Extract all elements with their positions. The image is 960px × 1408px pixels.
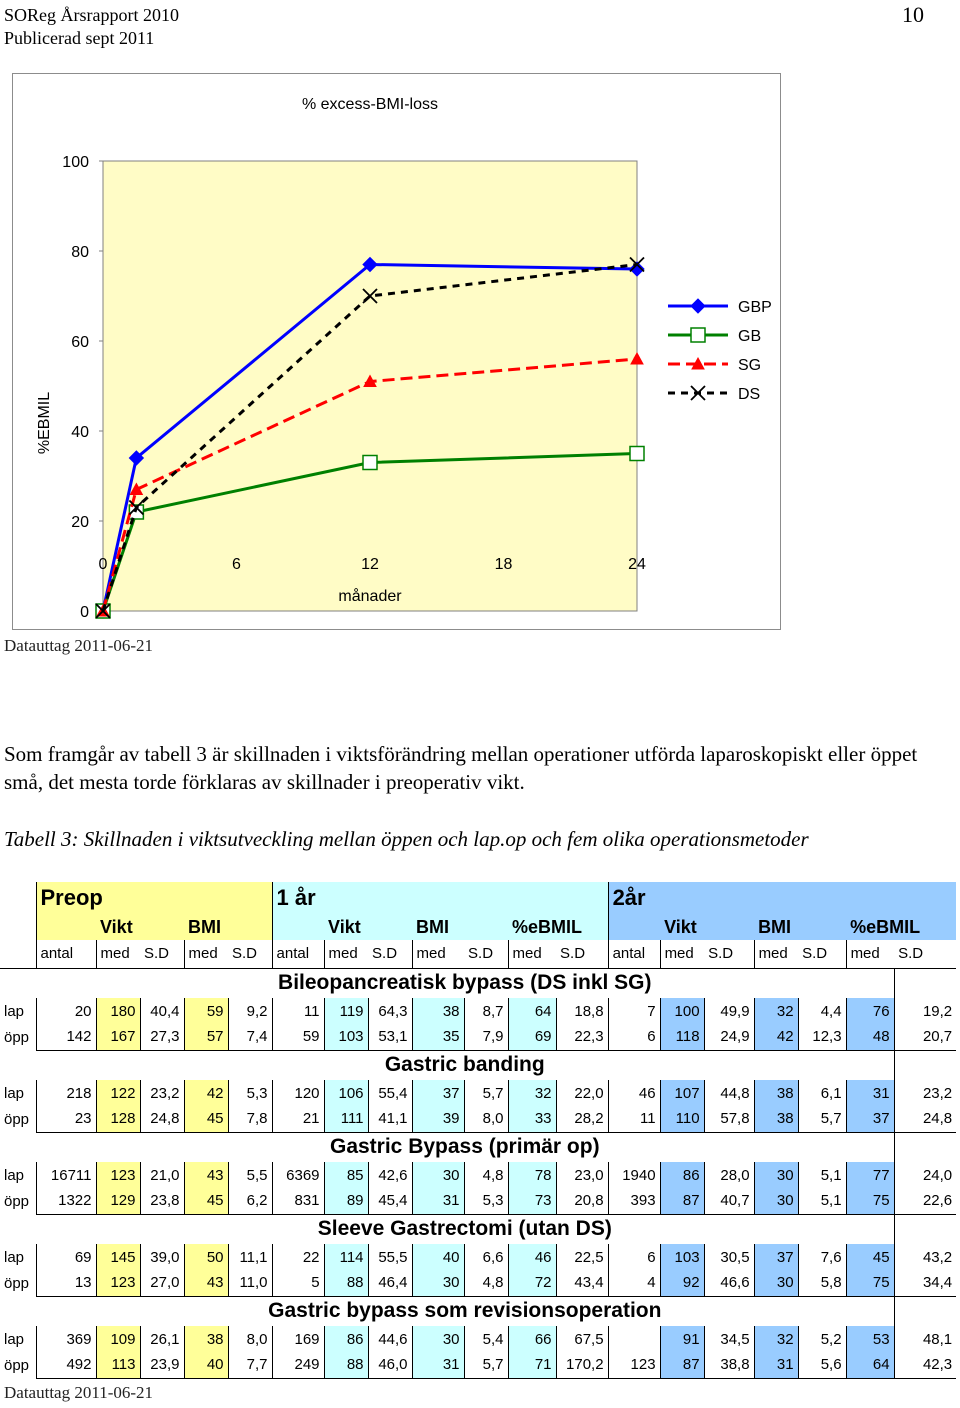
table-cell: 86 [660,1162,704,1188]
table-cell: 89 [324,1188,368,1214]
table-cell: 42,3 [894,1352,956,1378]
table-cell: 46,0 [368,1352,412,1378]
table-cell: 169 [272,1326,324,1352]
table-cell: 24,0 [894,1162,956,1188]
table-cell: 5,1 [798,1162,846,1188]
table-cell: 21 [272,1106,324,1132]
table-cell: 11,0 [228,1270,272,1296]
table-cell: 1322 [36,1188,96,1214]
table-cell: 42,6 [368,1162,412,1188]
table-cell: 5,4 [464,1326,508,1352]
row-label: öpp [4,1192,30,1210]
y-tick-label: 20 [71,514,89,531]
section-end [894,1132,956,1162]
table-cell: 122 [96,1080,140,1106]
table-cell: 167 [96,1024,140,1050]
table-cell: 42 [754,1024,798,1050]
corner-cell [0,914,36,940]
table-cell: 32 [508,1080,556,1106]
table-cell: 23,0 [556,1162,608,1188]
column-header: med [754,940,798,968]
table-cell: 20,7 [894,1024,956,1050]
section-title: Gastric banding [384,1053,545,1077]
table-cell: 30 [754,1270,798,1296]
table-cell: 5,6 [798,1352,846,1378]
table-cell: 71 [508,1352,556,1378]
section-title: Gastric bypass som revisionsoperation [268,1299,662,1323]
table-cell: 24,8 [894,1106,956,1132]
table-cell: 180 [96,998,140,1024]
table-cell: 23,2 [894,1080,956,1106]
table-cell: 59 [272,1024,324,1050]
table-cell: 128 [96,1106,140,1132]
table-cell: 22,5 [556,1244,608,1270]
row-label: lap [4,1084,25,1102]
table-cell: 66 [508,1326,556,1352]
point-gb [630,447,644,461]
table-cell: 40 [412,1244,464,1270]
table-cell: 7 [608,998,660,1024]
legend-marker-gb [691,328,705,342]
table-cell [608,1326,660,1352]
corner-cell [0,940,36,968]
table-cell: 5,7 [464,1080,508,1106]
row-label: lap [4,1002,25,1020]
x-tick-label: 6 [232,556,241,573]
column-header: med [184,940,228,968]
column-header: S.D [798,940,846,968]
table-cell: 4,4 [798,998,846,1024]
table-cell: 73 [508,1188,556,1214]
table-cell: 77 [846,1162,894,1188]
column-header: med [508,940,556,968]
table-cell: 39 [412,1106,464,1132]
table-cell: 48,1 [894,1326,956,1352]
table-cell: 5,7 [798,1106,846,1132]
section-end [894,968,956,998]
table-cell: 53,1 [368,1024,412,1050]
table-cell: 5,3 [464,1188,508,1214]
table-cell: 38 [754,1080,798,1106]
table-cell: 31 [412,1352,464,1378]
legend-label-gbp: GBP [738,299,772,316]
table-cell: 4 [608,1270,660,1296]
table-cell: 30 [412,1270,464,1296]
table-cell: 78 [508,1162,556,1188]
table-cell: 5,3 [228,1080,272,1106]
table-caption: Tabell 3: Skillnaden i viktsutveckling mellan öppen och lap.op och fem olika operationsmetoder [4,827,809,851]
table-cell: 11,1 [228,1244,272,1270]
table-cell: 103 [660,1244,704,1270]
sub-header-blank [608,914,660,940]
table-cell: 9,2 [228,998,272,1024]
table-cell: 33 [508,1106,556,1132]
table-cell: 69 [508,1024,556,1050]
table-cell: 50 [184,1244,228,1270]
table-cell: 88 [324,1270,368,1296]
column-header: med [412,940,464,968]
table-cell: 34,5 [704,1326,754,1352]
table-cell: 8,0 [228,1326,272,1352]
table-cell: 18,8 [556,998,608,1024]
sub-header-bmi: BMI [754,914,846,940]
table-cell: 32 [754,998,798,1024]
table-cell: 13 [36,1270,96,1296]
table-cell: 87 [660,1352,704,1378]
table-cell: 45 [184,1188,228,1214]
table-cell: 7,8 [228,1106,272,1132]
table-cell: 41,1 [368,1106,412,1132]
column-header: med [96,940,140,968]
section-spacer [0,1050,36,1080]
table-cell: 31 [846,1080,894,1106]
table-cell: 76 [846,998,894,1024]
table-cell: 91 [660,1326,704,1352]
table-cell: 23,2 [140,1080,184,1106]
table-cell: 5,8 [798,1270,846,1296]
section-title: Gastric Bypass (primär op) [329,1135,600,1159]
table-cell: 46 [508,1244,556,1270]
table-cell: 34,4 [894,1270,956,1296]
table-cell: 75 [846,1270,894,1296]
table-cell: 53 [846,1326,894,1352]
weight-table [0,882,956,1379]
table-cell: 103 [324,1024,368,1050]
table-cell: 64 [846,1352,894,1378]
table-cell: 57,8 [704,1106,754,1132]
table-cell: 6 [608,1024,660,1050]
section-title: Bileopancreatisk bypass (DS inkl SG) [278,971,652,995]
table-cell: 7,7 [228,1352,272,1378]
table-cell: 6,2 [228,1188,272,1214]
table-cell: 75 [846,1188,894,1214]
table-cell: 26,1 [140,1326,184,1352]
table-cell: 38 [184,1326,228,1352]
row-label: öpp [4,1356,30,1374]
sub-header-ebmil: %eBMIL [508,914,608,940]
table-cell: 8,7 [464,998,508,1024]
section-end [894,1050,956,1080]
sub-header-bmi: BMI [184,914,272,940]
table-cell: 7,4 [228,1024,272,1050]
table-cell: 64 [508,998,556,1024]
table-cell: 492 [36,1352,96,1378]
table-cell: 28,2 [556,1106,608,1132]
section-end [894,1214,956,1244]
table-cell: 43 [184,1270,228,1296]
table-cell: 23,8 [140,1188,184,1214]
legend-label-ds: DS [738,386,761,403]
table-cell: 129 [96,1188,140,1214]
table-cell: 87 [660,1188,704,1214]
table-cell: 12,3 [798,1024,846,1050]
table-cell: 20,8 [556,1188,608,1214]
column-header: S.D [228,940,272,968]
legend-label-gb: GB [738,328,762,345]
sub-header-vikt: Vikt [660,914,754,940]
table-cell: 22,6 [894,1188,956,1214]
data-extract-date-bottom: Datauttag 2011-06-21 [4,1383,154,1402]
table-cell: 49,9 [704,998,754,1024]
table-cell: 64,3 [368,998,412,1024]
table-cell: 5 [272,1270,324,1296]
row-label: öpp [4,1274,30,1292]
table-cell: 5,5 [228,1162,272,1188]
legend-label-sg: SG [738,357,762,374]
table-cell: 38 [754,1106,798,1132]
sub-header-vikt: Vikt [96,914,184,940]
table-cell: 111 [324,1106,368,1132]
section-end [894,1296,956,1326]
group-header-preop: Preop [36,882,272,914]
table-cell: 44,6 [368,1326,412,1352]
ebmil-chart [12,73,781,630]
table-cell: 6,1 [798,1080,846,1106]
table-cell: 55,5 [368,1244,412,1270]
table-cell: 118 [660,1024,704,1050]
y-axis-label: %EBMIL [36,391,53,455]
table-cell: 37 [412,1080,464,1106]
table-cell: 45 [846,1244,894,1270]
table-cell: 23 [36,1106,96,1132]
sub-header-vikt: Vikt [324,914,412,940]
column-header: S.D [368,940,412,968]
section-spacer [0,1296,36,1326]
table-cell: 4,8 [464,1270,508,1296]
table-cell: 5,2 [798,1326,846,1352]
table-cell: 16711 [36,1162,96,1188]
table-cell: 21,0 [140,1162,184,1188]
table-cell: 48 [846,1024,894,1050]
table-cell: 22,3 [556,1024,608,1050]
table-cell: 4,8 [464,1162,508,1188]
table-cell: 22,0 [556,1080,608,1106]
sub-header-blank [272,914,324,940]
table-cell: 19,2 [894,998,956,1024]
y-tick-label: 80 [71,244,89,261]
table-cell: 1940 [608,1162,660,1188]
y-tick-label: 0 [80,604,89,621]
table-cell: 7,6 [798,1244,846,1270]
table-cell: 22 [272,1244,324,1270]
x-tick-label: 18 [494,556,513,573]
table-cell: 110 [660,1106,704,1132]
x-tick-label: 0 [98,556,108,573]
report-title: SOReg Årsrapport 2010 [4,5,179,25]
column-header: antal [608,940,660,968]
table-cell: 44,8 [704,1080,754,1106]
report-header [4,4,179,50]
table-cell: 20 [36,998,96,1024]
row-label: lap [4,1166,25,1184]
table-cell: 109 [96,1326,140,1352]
body-paragraph: Som framgår av tabell 3 är skillnaden i viktsförändring mellan operationer utförda laparoskopiskt eller öppet små, det mesta torde förklaras av skillnader i preoperativ vikt. [4,742,918,794]
table-cell: 30,5 [704,1244,754,1270]
table-cell: 100 [660,998,704,1024]
table-cell: 43,4 [556,1270,608,1296]
column-header: S.D [704,940,754,968]
table-cell: 120 [272,1080,324,1106]
column-header: med [660,940,704,968]
table-cell: 88 [324,1352,368,1378]
group-header-1ar: 1 år [272,882,608,914]
table-cell: 67,5 [556,1326,608,1352]
column-header: antal [272,940,324,968]
table-cell: 35 [412,1024,464,1050]
table-cell: 38,8 [704,1352,754,1378]
table-cell: 30 [412,1162,464,1188]
table-cell: 6 [608,1244,660,1270]
table-cell: 30 [754,1188,798,1214]
x-tick-label: 24 [628,556,646,573]
table-cell: 145 [96,1244,140,1270]
row-label: lap [4,1330,25,1348]
table-cell: 113 [96,1352,140,1378]
table-cell: 32 [754,1326,798,1352]
table-cell: 30 [754,1162,798,1188]
table-cell: 31 [412,1188,464,1214]
section-spacer [0,1132,36,1162]
table-cell: 114 [324,1244,368,1270]
table-cell: 40 [184,1352,228,1378]
column-header: S.D [140,940,184,968]
table-cell: 42 [184,1080,228,1106]
table-cell: 11 [608,1106,660,1132]
table-cell: 142 [36,1024,96,1050]
chart-title: % excess-BMI-loss [301,96,439,113]
table-cell: 39,0 [140,1244,184,1270]
y-tick-label: 100 [62,154,89,171]
row-label: lap [4,1248,25,1266]
table-cell: 123 [96,1270,140,1296]
table-cell: 24,8 [140,1106,184,1132]
table-cell: 43 [184,1162,228,1188]
point-gb [363,456,377,470]
sub-header-bmi: BMI [412,914,508,940]
row-label: öpp [4,1028,30,1046]
data-extract-date-top: Datauttag 2011-06-21 [4,636,154,655]
chart-svg [13,74,780,629]
table-cell: 37 [846,1106,894,1132]
table-cell: 30 [412,1326,464,1352]
column-header: S.D [556,940,608,968]
corner-cell [0,882,36,914]
table-cell: 92 [660,1270,704,1296]
table-cell: 6,6 [464,1244,508,1270]
table-cell: 8,0 [464,1106,508,1132]
table-cell: 45,4 [368,1188,412,1214]
table-cell: 86 [324,1326,368,1352]
publish-date: Publicerad sept 2011 [4,28,155,48]
table-cell: 69 [36,1244,96,1270]
table-cell: 40,4 [140,998,184,1024]
column-header: S.D [894,940,956,968]
table-cell: 393 [608,1188,660,1214]
table-cell: 123 [96,1162,140,1188]
table-cell: 23,9 [140,1352,184,1378]
section-spacer [0,968,36,998]
row-label: öpp [4,1110,30,1128]
table-cell: 59 [184,998,228,1024]
table-cell: 107 [660,1080,704,1106]
table-cell: 46,6 [704,1270,754,1296]
table-cell: 72 [508,1270,556,1296]
table-cell: 5,1 [798,1188,846,1214]
column-header: med [324,940,368,968]
table-cell: 57 [184,1024,228,1050]
table-cell: 24,9 [704,1024,754,1050]
table-cell: 85 [324,1162,368,1188]
table-cell: 106 [324,1080,368,1106]
table-cell: 170,2 [556,1352,608,1378]
column-header: med [846,940,894,968]
table-cell: 28,0 [704,1162,754,1188]
table-cell: 43,2 [894,1244,956,1270]
table-cell: 46 [608,1080,660,1106]
table-cell: 37 [754,1244,798,1270]
y-tick-label: 40 [71,424,89,441]
table-cell: 5,7 [464,1352,508,1378]
table-cell: 7,9 [464,1024,508,1050]
sub-header-blank [36,914,96,940]
table-cell: 55,4 [368,1080,412,1106]
sub-header-ebmil: %eBMIL [846,914,956,940]
x-tick-label: 12 [361,556,379,573]
table-cell: 123 [608,1352,660,1378]
table-cell: 11 [272,998,324,1024]
table-cell: 40,7 [704,1188,754,1214]
section-spacer [0,1214,36,1244]
table-cell: 27,0 [140,1270,184,1296]
group-header-2ar: 2år [608,882,956,914]
column-header: S.D [464,940,508,968]
table-cell: 31 [754,1352,798,1378]
table-cell: 46,4 [368,1270,412,1296]
table-cell: 249 [272,1352,324,1378]
table-cell: 6369 [272,1162,324,1188]
column-header: antal [36,940,96,968]
table-cell: 27,3 [140,1024,184,1050]
y-tick-label: 60 [71,334,89,351]
table-cell: 119 [324,998,368,1024]
page-number: 10 [902,2,924,27]
table-cell: 45 [184,1106,228,1132]
section-title: Sleeve Gastrectomi (utan DS) [317,1217,612,1241]
table-cell: 369 [36,1326,96,1352]
table-cell: 831 [272,1188,324,1214]
x-axis-label: månader [338,588,402,605]
table-cell: 218 [36,1080,96,1106]
table-cell: 38 [412,998,464,1024]
